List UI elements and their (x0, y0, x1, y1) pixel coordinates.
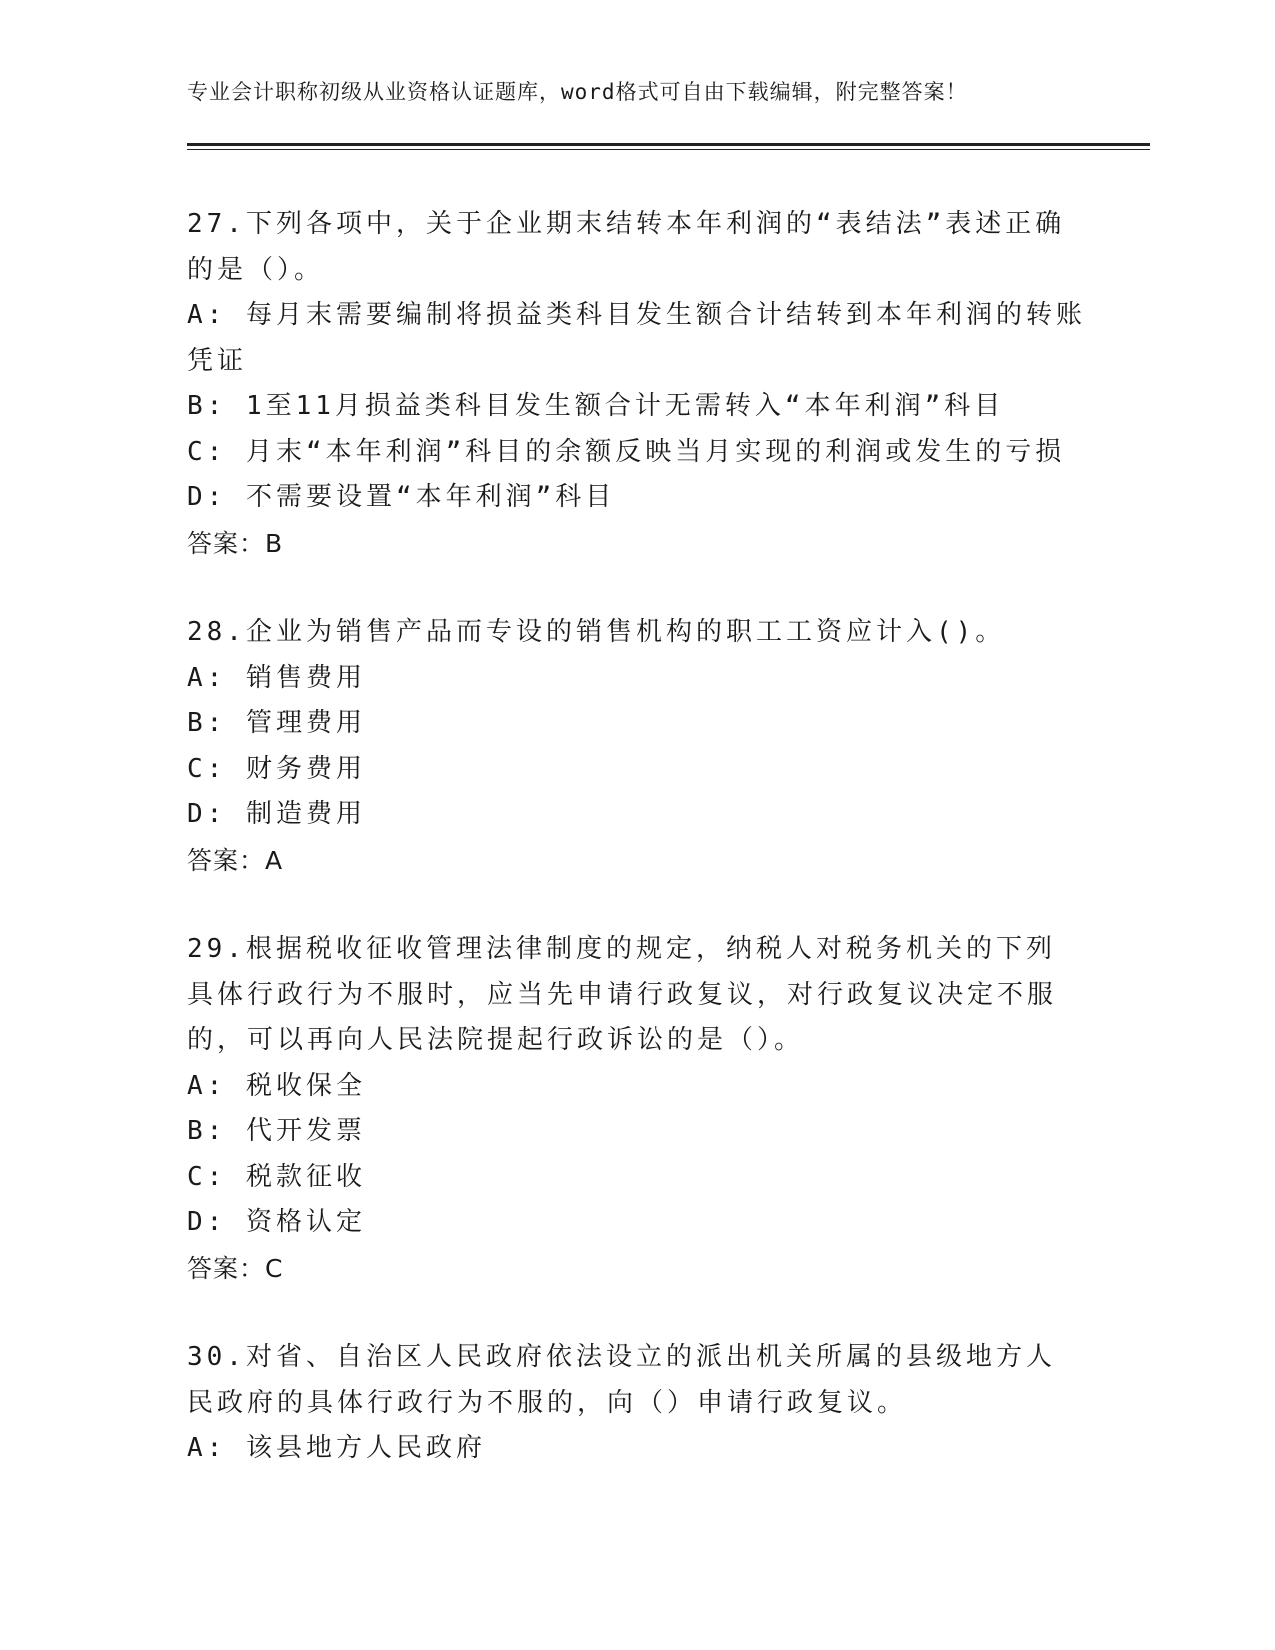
question-30 (187, 1335, 1087, 1472)
question-text: 28.企业为销售产品而专设的销售机构的职工工资应计入()。 (187, 617, 1006, 647)
question-text: 29.根据税收征收管理法律制度的规定，纳税人对税务机关的下列具体行政行为不服时，应当先申请行政复议，对行政复议决定不服的，可以再向人民法院提起行政诉讼的是（）。 (187, 934, 1058, 1055)
header-divider (187, 143, 1150, 146)
option-b: B: 代开发票 (187, 1116, 366, 1146)
option-c: C: 月末“本年利润”科目的余额反映当月实现的利润或发生的亏损 (187, 436, 1066, 467)
question-text: 27.下列各项中，关于企业期末结转本年利润的“表结法”表述正确的是（）。 (187, 209, 1066, 285)
option-b: B: 1至11月损益类科目发生额合计无需转入“本年利润”科目 (187, 391, 1005, 421)
question-text: 30.对省、自治区人民政府依法设立的派出机关所属的县级地方人民政府的具体行政行为不服的，向（）申请行政复议。 (187, 1342, 1056, 1418)
option-a: A: 税收保全 (187, 1070, 366, 1101)
option-a: A: 该县地方人民政府 (187, 1433, 486, 1463)
option-a: A: 每月末需要编制将损益类科目发生额合计结转到本年利润的转账凭证 (187, 300, 1086, 376)
option-c: C: 税款征收 (187, 1161, 366, 1192)
answer: 答案：B (187, 528, 284, 558)
question-list (187, 202, 1087, 1516)
question-27 (187, 202, 1087, 566)
page-header: 专业会计职称初级从业资格认证题库，word格式可自由下载编辑，附完整答案！ (187, 80, 968, 104)
option-d: D: 资格认定 (187, 1207, 366, 1237)
option-a: A: 销售费用 (187, 662, 366, 693)
option-d: D: 制造费用 (187, 799, 366, 829)
option-d: D: 不需要设置“本年利润”科目 (187, 482, 616, 512)
answer: 答案：C (187, 1253, 284, 1283)
option-b: B: 管理费用 (187, 708, 366, 738)
option-c: C: 财务费用 (187, 753, 366, 784)
answer: 答案：A (187, 845, 284, 875)
header-divider-thin (187, 149, 1150, 150)
question-29 (187, 927, 1087, 1291)
question-28 (187, 610, 1087, 883)
